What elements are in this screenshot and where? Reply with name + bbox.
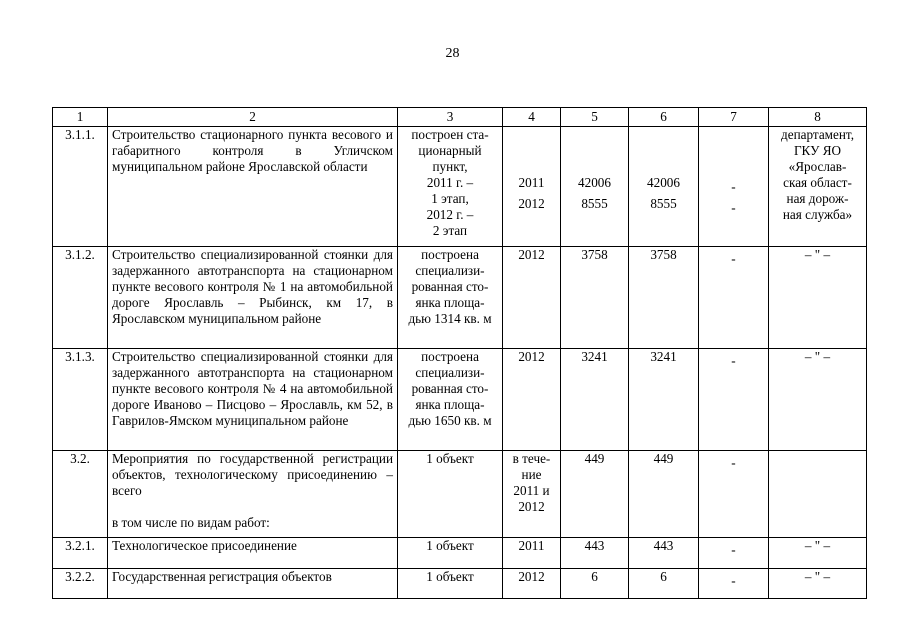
row-executor: – " – bbox=[769, 349, 867, 451]
value: - bbox=[731, 179, 736, 194]
row-executor bbox=[769, 451, 867, 538]
result-line: 1 этап, bbox=[431, 191, 469, 206]
row-result bbox=[398, 127, 503, 247]
result-line: специализи- bbox=[415, 365, 485, 380]
result-line: построена bbox=[421, 349, 479, 364]
period-line: ние bbox=[521, 467, 542, 482]
result-line: 2012 г. – bbox=[426, 207, 474, 222]
result-line: специализи- bbox=[415, 263, 485, 278]
value: - bbox=[731, 200, 736, 215]
row-name bbox=[108, 451, 398, 538]
header-col-6: 6 bbox=[629, 108, 699, 127]
row-executor: – " – bbox=[769, 247, 867, 349]
row-col7 bbox=[699, 247, 769, 349]
result-line: рованная сто- bbox=[411, 381, 489, 396]
row-executor: – " – bbox=[769, 538, 867, 569]
row-name: Технологическое присоединение bbox=[108, 538, 398, 569]
row-col5: 3241 bbox=[561, 349, 629, 451]
row-result: 1 объект bbox=[398, 569, 503, 599]
row-executor: – " – bbox=[769, 569, 867, 599]
result-line: пункт, bbox=[432, 159, 468, 174]
row-year bbox=[503, 451, 561, 538]
row-col5 bbox=[561, 127, 629, 247]
result-line: дью 1650 кв. м bbox=[408, 413, 492, 428]
header-col-7: 7 bbox=[699, 108, 769, 127]
value: 8555 bbox=[581, 196, 608, 211]
row-col7 bbox=[699, 538, 769, 569]
header-col-8: 8 bbox=[769, 108, 867, 127]
row-result: 1 объект bbox=[398, 451, 503, 538]
header-col-1: 1 bbox=[53, 108, 108, 127]
table-row bbox=[53, 349, 867, 451]
value: 42006 bbox=[647, 175, 680, 190]
result-line: построен ста- bbox=[411, 127, 489, 142]
row-subtitle: в том числе по видам работ: bbox=[112, 515, 270, 530]
row-name: Строительство специализированной стоянки для задержанного автотранспорта на стационарном пункте весового контроля № 1 на автомобильной дороге Ярославль – Рыбинск, км 17, в Ярославском муниципальном районе bbox=[108, 247, 398, 349]
row-year: 2012 bbox=[503, 569, 561, 599]
year-value: 2012 bbox=[518, 196, 545, 211]
row-number: 3.2.2. bbox=[53, 569, 108, 599]
row-year: 2012 bbox=[503, 349, 561, 451]
value: - bbox=[731, 353, 736, 368]
value: - bbox=[731, 573, 736, 588]
row-name: Строительство стационарного пункта весового и габаритного контроля в Угличском муниципальном районе Ярославской области bbox=[108, 127, 398, 247]
row-year: 2012 bbox=[503, 247, 561, 349]
table-row bbox=[53, 127, 867, 247]
row-col7 bbox=[699, 451, 769, 538]
table-row bbox=[53, 538, 867, 569]
result-line: дью 1314 кв. м bbox=[408, 311, 492, 326]
row-col5: 443 bbox=[561, 538, 629, 569]
period-line: 2012 bbox=[518, 499, 545, 514]
year-value: 2011 bbox=[518, 175, 545, 190]
result-line: 2 этап bbox=[432, 223, 468, 238]
row-col6 bbox=[629, 127, 699, 247]
executor-line: ГКУ ЯО bbox=[793, 143, 842, 158]
row-number: 3.1.3. bbox=[53, 349, 108, 451]
row-number: 3.2. bbox=[53, 451, 108, 538]
program-table bbox=[52, 107, 867, 599]
row-result bbox=[398, 247, 503, 349]
row-number: 3.1.1. bbox=[53, 127, 108, 247]
result-line: 2011 г. – bbox=[426, 175, 474, 190]
table-row bbox=[53, 247, 867, 349]
value: - bbox=[731, 542, 736, 557]
value: - bbox=[731, 455, 736, 470]
header-col-2: 2 bbox=[108, 108, 398, 127]
executor-line: департамент, bbox=[781, 127, 854, 142]
result-line: янка площа- bbox=[415, 397, 485, 412]
value: - bbox=[731, 251, 736, 266]
executor-line: ская област- bbox=[783, 175, 852, 190]
result-line: построена bbox=[421, 247, 479, 262]
row-col5: 6 bbox=[561, 569, 629, 599]
row-col7 bbox=[699, 569, 769, 599]
value: 8555 bbox=[650, 196, 677, 211]
result-line: янка площа- bbox=[415, 295, 485, 310]
row-col5: 3758 bbox=[561, 247, 629, 349]
header-col-4: 4 bbox=[503, 108, 561, 127]
executor-line: ная дорож- bbox=[786, 191, 849, 206]
result-line: рованная сто- bbox=[411, 279, 489, 294]
row-col6: 6 bbox=[629, 569, 699, 599]
row-name-text: Мероприятия по государственной регистрации объектов, технологическому присоединению – всего bbox=[112, 451, 393, 498]
row-col6: 3241 bbox=[629, 349, 699, 451]
row-executor bbox=[769, 127, 867, 247]
row-result: 1 объект bbox=[398, 538, 503, 569]
table-row bbox=[53, 569, 867, 599]
executor-line: ная служба» bbox=[782, 207, 853, 222]
header-col-3: 3 bbox=[398, 108, 503, 127]
executor-line: «Ярослав- bbox=[788, 159, 847, 174]
row-name: Строительство специализированной стоянки для задержанного автотранспорта на стационарном пункте весового контроля № 4 на автомобильной дороге Иваново – Писцово – Ярославль, км 52, в Гаврилов-Ямском муниципальном районе bbox=[108, 349, 398, 451]
period-line: 2011 и bbox=[513, 483, 550, 498]
period-line: в тече- bbox=[512, 451, 551, 466]
table-row bbox=[53, 451, 867, 538]
value: 42006 bbox=[578, 175, 611, 190]
row-name: Государственная регистрация объектов bbox=[108, 569, 398, 599]
row-number: 3.1.2. bbox=[53, 247, 108, 349]
row-result bbox=[398, 349, 503, 451]
row-year bbox=[503, 127, 561, 247]
row-col6: 449 bbox=[629, 451, 699, 538]
row-year: 2011 bbox=[503, 538, 561, 569]
row-col6: 3758 bbox=[629, 247, 699, 349]
row-number: 3.2.1. bbox=[53, 538, 108, 569]
page-number: 28 bbox=[445, 46, 460, 61]
header-row bbox=[53, 108, 867, 127]
row-col7 bbox=[699, 349, 769, 451]
result-line: ционарный bbox=[418, 143, 482, 158]
header-col-5: 5 bbox=[561, 108, 629, 127]
row-col5: 449 bbox=[561, 451, 629, 538]
row-col6: 443 bbox=[629, 538, 699, 569]
row-col7 bbox=[699, 127, 769, 247]
